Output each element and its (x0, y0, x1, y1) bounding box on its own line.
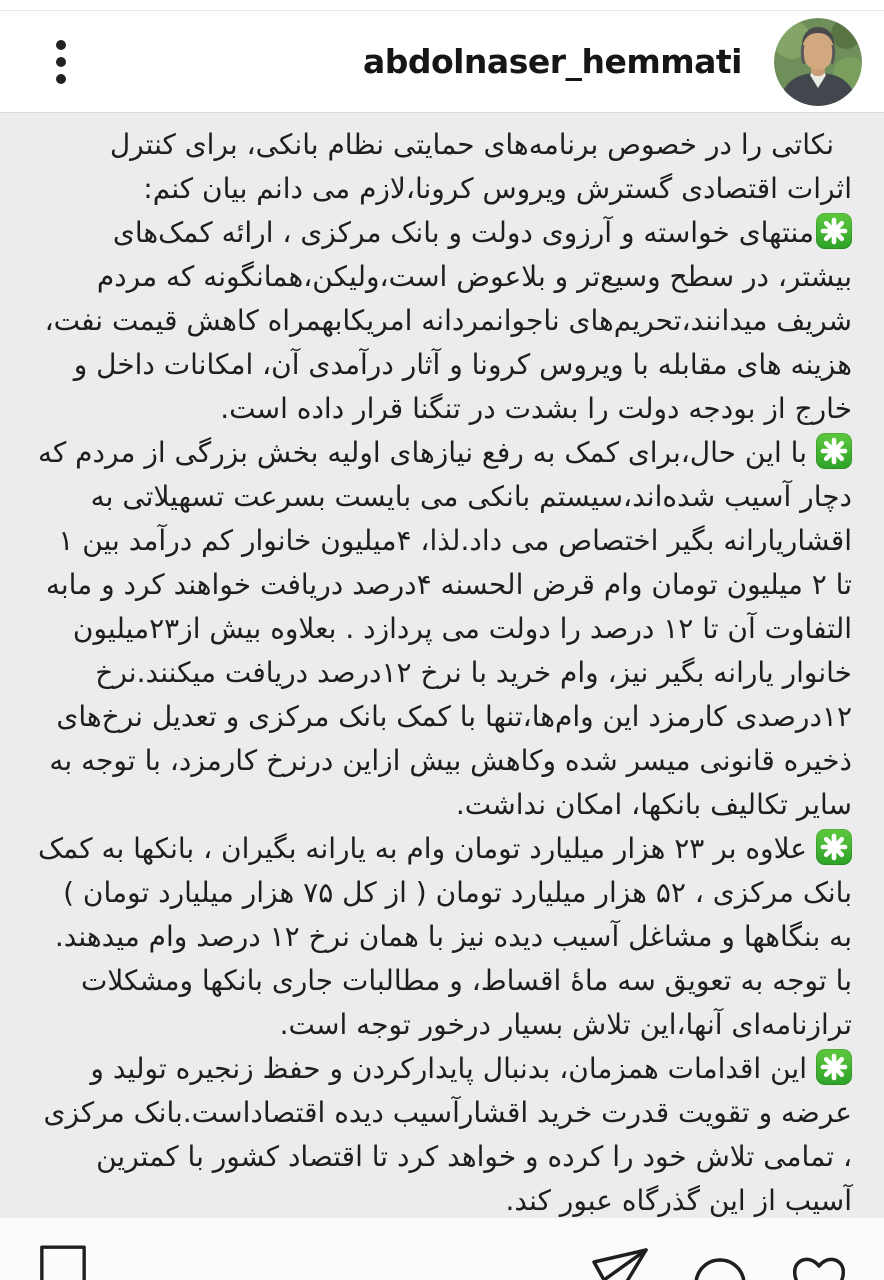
avatar-photo (774, 18, 862, 106)
paper-plane-icon (586, 1246, 650, 1280)
asterisk-emoji-icon (816, 213, 852, 249)
post-caption (0, 113, 884, 1218)
kebab-menu-icon (56, 36, 66, 87)
comment-icon (692, 1254, 748, 1280)
caption-paragraph-4 (36, 1047, 852, 1218)
bookmark-icon (38, 1245, 88, 1280)
post-header (0, 0, 884, 113)
user-block (363, 18, 884, 106)
avatar[interactable] (774, 18, 862, 106)
more-options-button[interactable] (50, 30, 72, 93)
comment-button[interactable] (692, 1254, 748, 1280)
username-link[interactable]: abdolnaser_hemmati (362, 42, 742, 81)
save-button[interactable] (38, 1245, 88, 1280)
asterisk-emoji-icon (816, 1049, 852, 1085)
like-button[interactable] (789, 1250, 849, 1280)
asterisk-emoji-icon (816, 433, 852, 469)
caption-paragraph-3-text: علاوه بر ۲۳ هزار میلیارد تومان وام به یارانه بگیران ، بانکها به کمک بانک مرکزی ، ۵۲ هزار میلیارد تومان ( از کل ۷۵ هزار میلیارد تومان ) به بنگاهها و مشاغل آسیب دیده نیز با همان نرخ ۱۲ درصد وام میدهند. با توجه به تعویق سه ماهٔ اقساط، و مطالبات جاری بانکها ومشکلات ترازنامه‌ای آنها،این تلاش بسیار درخور توجه است. (38, 832, 852, 1041)
caption-paragraph-1 (36, 211, 852, 431)
caption-paragraph-2 (36, 431, 852, 827)
share-button[interactable] (586, 1246, 650, 1280)
caption-intro (36, 123, 852, 211)
heart-icon (789, 1250, 849, 1280)
action-bar (0, 1218, 884, 1280)
caption-paragraph-2-text: با این حال،برای کمک به رفع نیازهای اولیه بخش بزرگی از مردم که دچار آسیب شده‌اند،سیستم بانکی می بایست بسرعت تسهیلاتی به اقشاریارانه بگیر اختصاص می داد.لذا، ۴میلیون خانوار کم درآمد بین ۱ تا ۲ میلیون تومان وام قرض الحسنه ۴درصد دریافت خواهند کرد و مابه التفاوت آن تا ۱۲ درصد را دولت می پردازد . بعلاوه بیش از۲۳میلیون خانوار یارانه بگیر نیز، وام خرید با نرخ ۱۲درصد دریافت میکنند.نرخ ۱۲درصدی کارمزد این وام‌ها،تنها با کمک بانک مرکزی و تعدیل نرخ‌های ذخیره قانونی میسر شده وکاهش بیش ازاین درنرخ کارمزد، با توجه به سایر تکالیف بانکها، امکان نداشت. (37, 436, 852, 821)
asterisk-emoji-icon (816, 829, 852, 865)
header-row (0, 11, 884, 112)
caption-paragraph-4-text: این اقدامات همزمان، بدنبال پایدارکردن و حفظ زنجیره تولید و عرضه و تقویت قدرت خرید اقشارآسیب دیده اقتصاداست.بانک مرکزی ، تمامی تلاش خود را کرده و خواهد کرد تا اقتصاد کشور با کمترین آسیب از این گذرگاه عبور کند. (43, 1052, 852, 1217)
caption-paragraph-1-text: منتهای خواسته و آرزوی دولت و بانک مرکزی ، ارائه کمک‌های بیشتر، در سطح وسیع‌تر و بلاعوض است،ولیکن،همانگونه که مردم شریف میدانند،تحریم‌های ناجوانمردانه امریکابهمراه کاهش قیمت نفت، هزینه های مقابله با ویروس کرونا و آثار درآمدی آن، امکانات داخل و خارج از بودجه دولت را بشدت در تنگنا قرار داده است. (44, 216, 852, 425)
caption-intro-text: نکاتی را در خصوص برنامه‌های حمایتی نظام بانکی، برای کنترل اثرات اقتصادی گسترش ویروس کرونا،لازم می دانم بیان کنم: (109, 128, 852, 205)
caption-paragraph-3 (36, 827, 852, 1047)
